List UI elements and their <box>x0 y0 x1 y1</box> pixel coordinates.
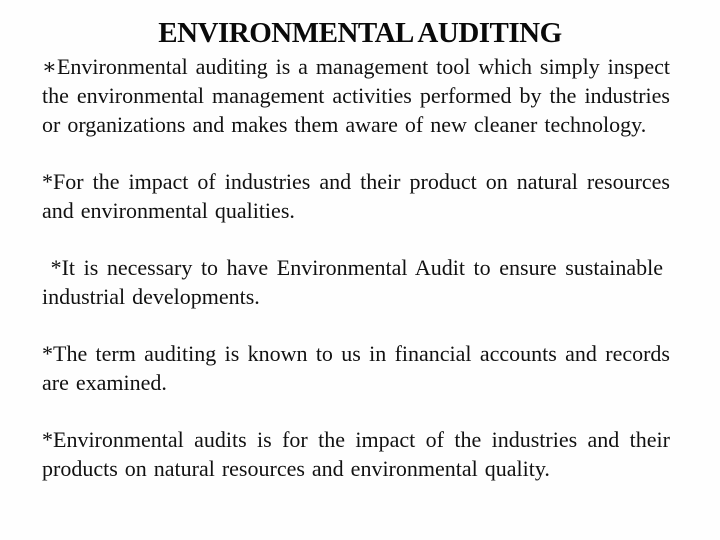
paragraph-term-auditing-financial: *The term auditing is known to us in financial accounts and records are examined. <box>42 341 677 395</box>
slide-title: ENVIRONMENTAL AUDITING <box>158 17 562 49</box>
slide-body <box>42 52 677 511</box>
paragraph-necessary-environmental-audit: *It is necessary to have Environmental Audit to ensure sustainable industrial developments. <box>42 255 677 309</box>
paragraph-environmental-audits-impact: *Environmental audits is for the impact of the industries and their products on natural resources and environmental quality. <box>42 427 677 481</box>
paragraph-impact-of-industries: *For the impact of industries and their product on natural resources and environmental qualities. <box>42 169 677 223</box>
paragraph-environmental-auditing-definition: ∗Environmental auditing is a management tool which simply inspect the environmental management activities performed by the industries or organizations and makes them aware of new cleaner technology. <box>42 54 677 137</box>
